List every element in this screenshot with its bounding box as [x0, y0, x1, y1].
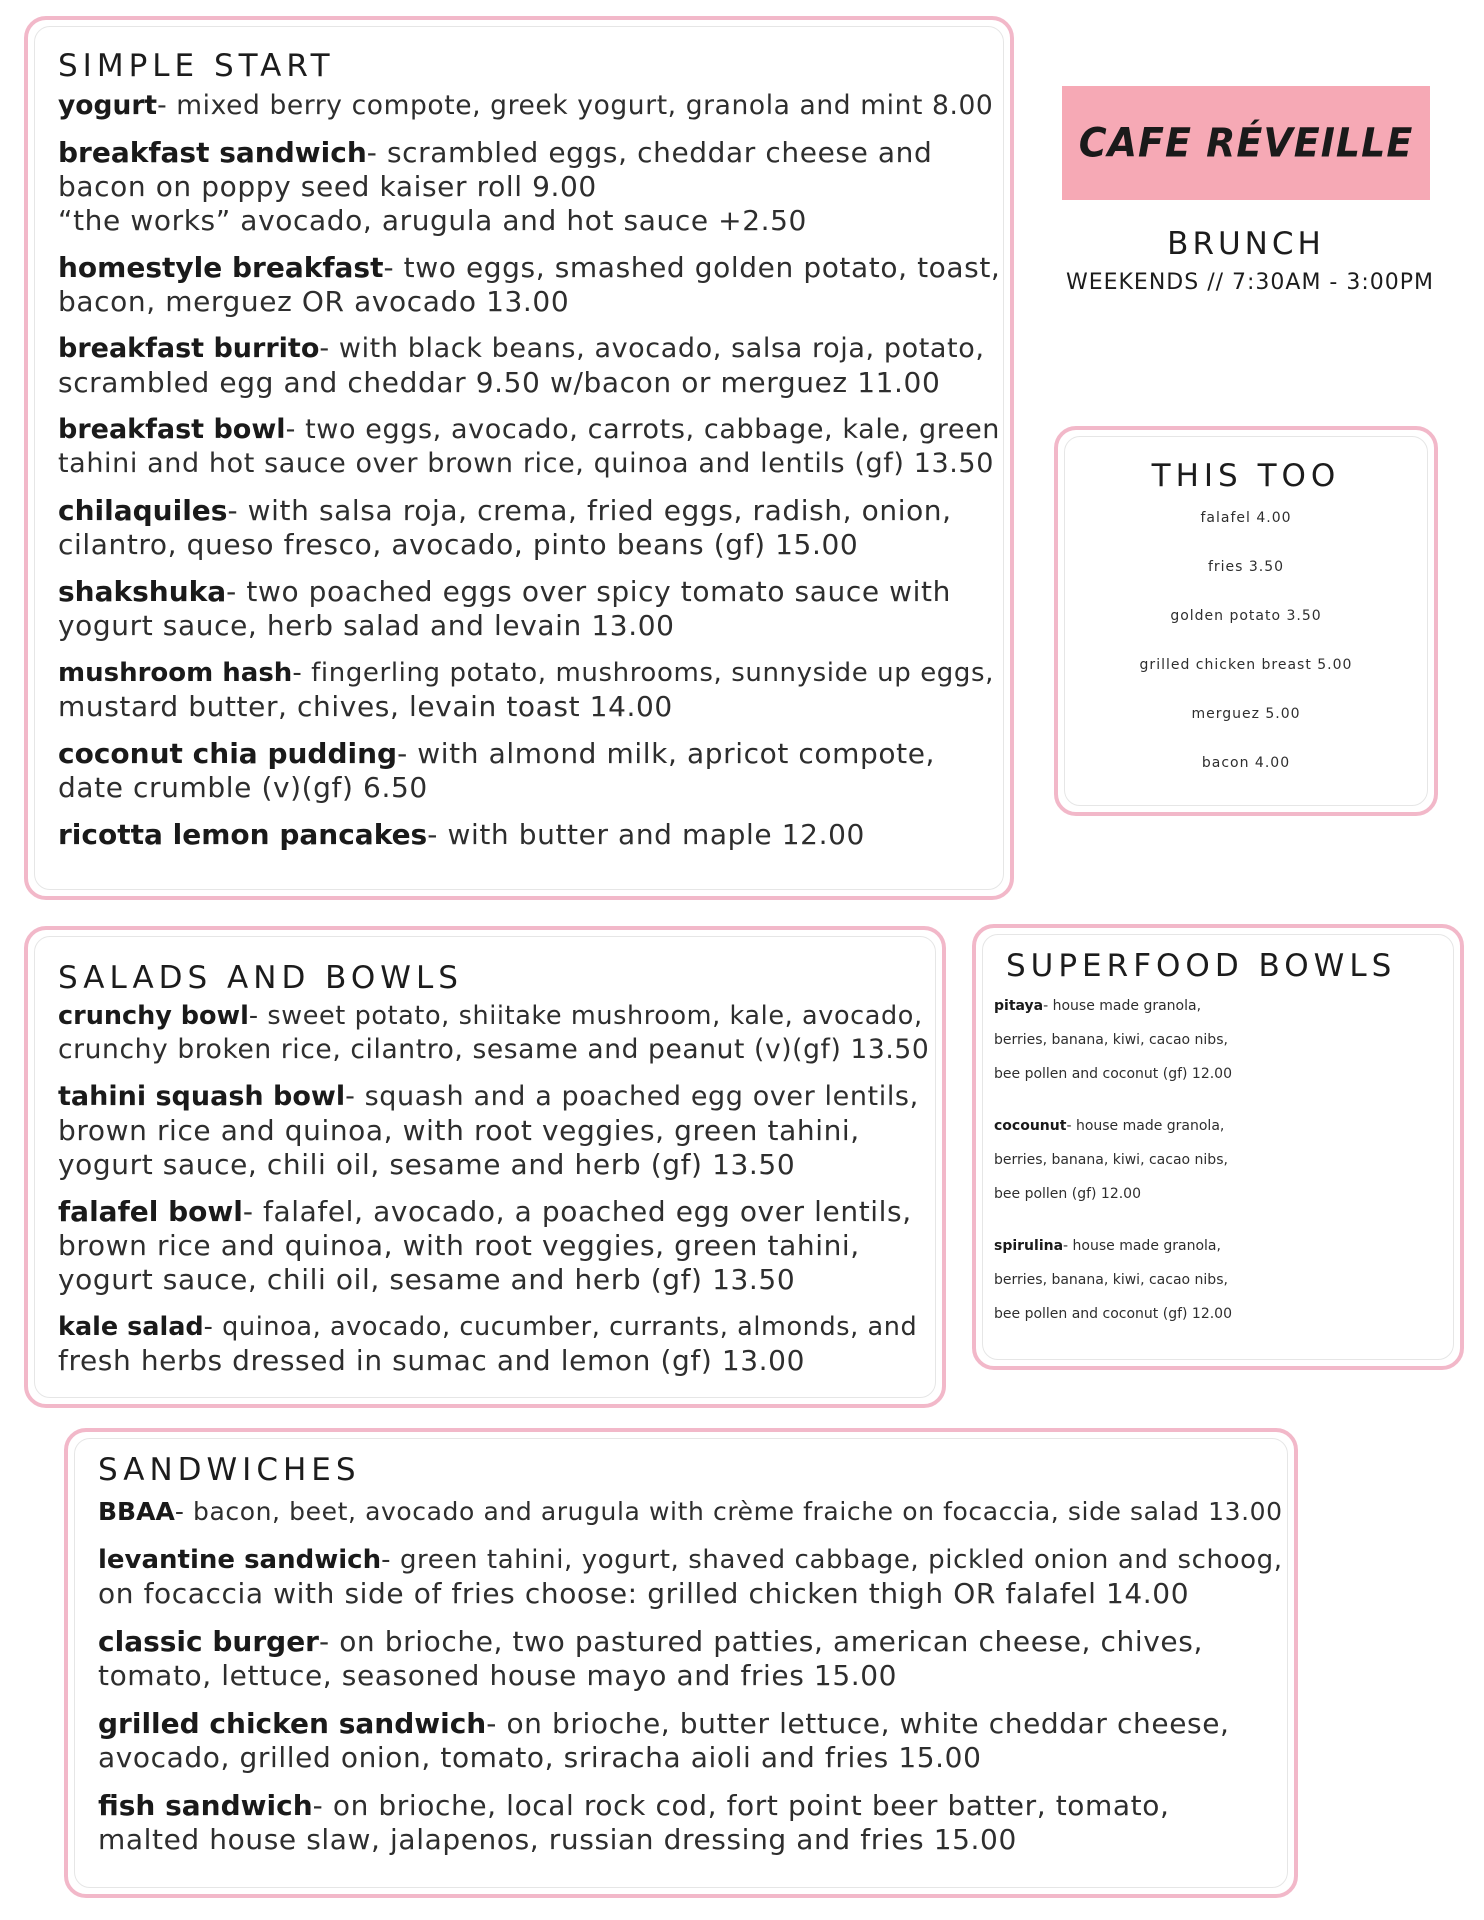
- menu-item-line: [58, 89, 994, 123]
- menu-item-name: mushroom hash: [58, 658, 293, 689]
- menu-item-description: - house made granola,: [1063, 1238, 1221, 1255]
- menu-item-name: cocounut: [994, 1118, 1067, 1135]
- menu-item-description: cilantro, queso fresco, avocado, pinto beans (gf) 15.00: [58, 528, 859, 562]
- menu-item-name: breakfast burrito: [58, 333, 320, 365]
- menu-item-line: [994, 1109, 1446, 1143]
- menu-item-description: avocado, grilled onion, tomato, sriracha aioli and fries 15.00: [98, 1741, 982, 1775]
- menu-item-description: - quinoa, avocado, cucumber, currants, almonds, and: [203, 1312, 918, 1343]
- menu-item-line: [98, 1707, 1274, 1741]
- menu-item: [58, 999, 930, 1067]
- menu-item-description: fresh herbs dressed in sumac and lemon (gf) 13.00: [58, 1344, 805, 1378]
- menu-item-description: yogurt sauce, chili oil, sesame and herb (gf) 13.50: [58, 1263, 796, 1297]
- menu-item-description: - on brioche, local rock cod, fort point beer batter, tomato,: [312, 1789, 1170, 1823]
- menu-item-description: “the works” avocado, arugula and hot sauce +2.50: [58, 204, 807, 238]
- menu-item-line: [98, 1577, 1274, 1611]
- menu-item-line: [58, 771, 984, 805]
- menu-item-description: - on brioche, two pastured patties, american cheese, chives,: [319, 1625, 1203, 1659]
- menu-item-line: [98, 1741, 1274, 1775]
- menu-item-line: [994, 1177, 1446, 1211]
- menu-item-line: [994, 1057, 1446, 1091]
- menu-item-line: [58, 1263, 916, 1297]
- menu-item-description: tomato, lettuce, seasoned house mayo and fries 15.00: [98, 1659, 898, 1693]
- menu-item-name: coconut chia pudding: [58, 737, 398, 771]
- menu-item-description: - scrambled eggs, cheddar cheese and: [366, 136, 933, 170]
- menu-item-description: - falafel, avocado, a poached egg over lentils,: [242, 1195, 912, 1229]
- menu-item-line: [58, 285, 984, 319]
- menu-item-line: [58, 366, 984, 400]
- side-items: [1058, 501, 1434, 780]
- menu-item-description: yogurt sauce, herb salad and levain 13.00: [58, 609, 675, 643]
- menu-item-description: - mixed berry compote, greek yogurt, granola and mint 8.00: [157, 90, 994, 122]
- menu-item-description: - bacon, beet, avocado and arugula with crème fraiche on focaccia, side salad 13.00: [174, 1497, 1283, 1527]
- menu-item-description: berries, banana, kiwi, cacao nibs,: [994, 1032, 1228, 1049]
- menu-item-line: [98, 1823, 1274, 1857]
- menu-item-description: - squash and a poached egg over lentils,: [345, 1081, 919, 1113]
- menu-item-line: [58, 1195, 916, 1229]
- menu-item: [58, 413, 1000, 481]
- menu-item-line: [58, 332, 984, 366]
- menu-item-line: [98, 1789, 1274, 1823]
- menu-item-line: [58, 575, 984, 609]
- menu-item-name: chilaquiles: [58, 494, 228, 528]
- menu-item-line: [994, 1143, 1446, 1177]
- menu-item: [98, 1625, 1274, 1693]
- menu-item-description: - on brioche, butter lettuce, white cheddar cheese,: [486, 1707, 1230, 1741]
- menu-item-description: malted house slaw, jalapenos, russian dressing and fries 15.00: [98, 1823, 1017, 1857]
- menu-item: [58, 1310, 916, 1378]
- superfood-section: [972, 924, 1464, 1370]
- menu-item: [58, 1080, 919, 1182]
- menu-item-line: [58, 136, 984, 170]
- menu-item-description: - two eggs, smashed golden potato, toast,: [383, 251, 1001, 285]
- menu-item: [58, 1195, 916, 1297]
- menu-items: [98, 1495, 1283, 1857]
- menu-items: [994, 989, 1446, 1331]
- menu-item-description: - green tahini, yogurt, shaved cabbage, pickled onion and schoog,: [381, 1545, 1283, 1576]
- menu-item-name: falafel bowl: [58, 1195, 243, 1229]
- menu-item-description: - house made granola,: [1066, 1118, 1225, 1135]
- menu-items: [58, 999, 930, 1378]
- menu-item-line: [994, 1297, 1446, 1331]
- menu-item: [994, 1229, 1446, 1331]
- menu-item-name: kale salad: [58, 1312, 204, 1343]
- menu-item-description: date crumble (v)(gf) 6.50: [58, 771, 428, 805]
- section-title: THIS TOO: [1151, 458, 1341, 494]
- menu-item: [58, 332, 984, 400]
- menu-item: [58, 494, 984, 562]
- menu-item-line: [58, 528, 984, 562]
- menu-item-description: brown rice and quinoa, with root veggies, green tahini,: [58, 1229, 860, 1263]
- menu-item: [58, 737, 984, 805]
- menu-item-name: shakshuka: [58, 575, 227, 609]
- menu-item-line: [58, 1310, 916, 1344]
- menu-item-name: fish sandwich: [98, 1789, 313, 1823]
- menu-item-name: homestyle breakfast: [58, 251, 384, 285]
- section-title: SALADS AND BOWLS: [58, 960, 463, 996]
- menu-item-description: tahini and hot sauce over brown rice, quinoa and lentils (gf) 13.50: [58, 448, 994, 480]
- menu-item-description: yogurt sauce, chili oil, sesame and herb (gf) 13.50: [58, 1148, 796, 1182]
- menu-item-line: [58, 690, 984, 724]
- section-title: SANDWICHES: [98, 1452, 361, 1488]
- menu-item-name: pitaya: [994, 998, 1044, 1015]
- menu-item-description: bee pollen and coconut (gf) 12.00: [994, 1306, 1232, 1323]
- menu-item-line: [58, 413, 1000, 447]
- simple-start-section: [24, 16, 1014, 900]
- menu-item-line: [98, 1659, 1274, 1693]
- menu-item: [98, 1543, 1283, 1611]
- menu-item: [58, 89, 994, 123]
- menu-item-line: [58, 1114, 916, 1148]
- menu-item-line: [98, 1543, 1283, 1577]
- menu-item: [98, 1707, 1274, 1775]
- menu-item-description: - with almond milk, apricot compote,: [397, 737, 936, 771]
- menu-item: [58, 818, 984, 852]
- menu-item-line: [994, 1023, 1446, 1057]
- menu-item-description: - with salsa roja, crema, fried eggs, radish, onion,: [227, 494, 952, 528]
- menu-item-line: [994, 989, 1446, 1023]
- menu-item-name: ricotta lemon pancakes: [58, 818, 428, 852]
- menu-item-description: berries, banana, kiwi, cacao nibs,: [994, 1152, 1228, 1169]
- menu-item-description: - with black beans, avocado, salsa roja, potato,: [319, 333, 985, 365]
- menu-item-name: breakfast sandwich: [58, 136, 367, 170]
- logo: [1062, 86, 1430, 200]
- menu-item-line: [58, 609, 984, 643]
- menu-item-description: bacon, merguez OR avocado 13.00: [58, 285, 570, 319]
- menu-item-line: [58, 204, 984, 238]
- menu-item: [994, 989, 1446, 1091]
- side-item: merguez 5.00: [1191, 706, 1301, 723]
- menu-item: [98, 1495, 1283, 1529]
- menu-item-description: - two poached eggs over spicy tomato sauce with: [226, 575, 951, 609]
- logo-text: CAFE RÉVEILLE: [1078, 119, 1414, 167]
- menu-item-line: [98, 1625, 1274, 1659]
- menu-item: [98, 1789, 1274, 1857]
- menu-item-name: breakfast bowl: [58, 414, 286, 446]
- side-item: bacon 4.00: [1201, 755, 1291, 772]
- menu-item-name: tahini squash bowl: [58, 1081, 346, 1113]
- menu-item-description: crunchy broken rice, cilantro, sesame and peanut (v)(gf) 13.50: [58, 1034, 930, 1066]
- menu-item-line: [98, 1495, 1283, 1529]
- menu-item-description: bacon on poppy seed kaiser roll 9.00: [58, 170, 597, 204]
- menu-item-line: [58, 656, 995, 690]
- menu-item-line: [58, 447, 994, 481]
- menu-item-line: [58, 737, 984, 771]
- brunch-hours: WEEKENDS // 7:30AM - 3:00PM: [1065, 270, 1435, 295]
- menu-item: [58, 656, 995, 724]
- menu-item: [58, 575, 984, 643]
- menu-items: [58, 89, 1001, 852]
- menu-item-description: - house made granola,: [1043, 998, 1202, 1015]
- menu-item-line: [58, 251, 1001, 285]
- menu-item-line: [58, 1229, 916, 1263]
- sandwiches-section: [64, 1428, 1298, 1898]
- brunch-title: BRUNCH: [1167, 226, 1325, 262]
- menu-item-description: - sweet potato, shiitake mushroom, kale, avocado,: [248, 1001, 923, 1032]
- menu-item-name: yogurt: [58, 90, 158, 122]
- menu-item-description: berries, banana, kiwi, cacao nibs,: [994, 1272, 1228, 1289]
- menu-item-line: [58, 1148, 916, 1182]
- menu-item-description: - with butter and maple 12.00: [427, 818, 865, 852]
- section-title: SUPERFOOD BOWLS: [1006, 948, 1397, 984]
- menu-item-line: [58, 1344, 916, 1378]
- section-title: SIMPLE START: [58, 48, 335, 84]
- menu-item-name: classic burger: [98, 1625, 319, 1659]
- side-item: grilled chicken breast 5.00: [1139, 657, 1353, 674]
- menu-item-description: on focaccia with side of fries choose: grilled chicken thigh OR falafel 14.00: [98, 1577, 1190, 1611]
- menu-item-line: [58, 818, 984, 852]
- menu-item-description: scrambled egg and cheddar 9.50 w/bacon or merguez 11.00: [58, 366, 941, 400]
- side-item: golden potato 3.50: [1170, 608, 1322, 625]
- menu-item-description: bee pollen (gf) 12.00: [994, 1186, 1141, 1203]
- menu-item-line: [58, 999, 923, 1033]
- salads-section: [24, 926, 946, 1408]
- menu-item-name: crunchy bowl: [58, 1001, 249, 1032]
- menu-item-line: [994, 1229, 1446, 1263]
- side-item: fries 3.50: [1207, 559, 1285, 576]
- this-too-section: [1054, 426, 1438, 816]
- menu-item-name: levantine sandwich: [98, 1545, 382, 1576]
- menu-item-line: [58, 494, 984, 528]
- menu-item-description: bee pollen and coconut (gf) 12.00: [994, 1066, 1232, 1083]
- side-item: falafel 4.00: [1200, 510, 1292, 527]
- menu-item: [994, 1109, 1446, 1211]
- menu-item-line: [58, 1080, 919, 1114]
- menu-item-line: [58, 170, 984, 204]
- menu-item: [58, 136, 984, 238]
- menu-item-line: [994, 1263, 1446, 1297]
- menu-item-name: spirulina: [994, 1238, 1064, 1255]
- menu-item-description: brown rice and quinoa, with root veggies, green tahini,: [58, 1114, 860, 1148]
- menu-item-description: - fingerling potato, mushrooms, sunnyside up eggs,: [292, 658, 995, 689]
- menu-item-line: [58, 1033, 930, 1067]
- menu-item-name: BBAA: [98, 1497, 175, 1527]
- menu-item: [58, 251, 1001, 319]
- menu-item-description: - two eggs, avocado, carrots, cabbage, kale, green: [285, 414, 1000, 446]
- menu-item-description: mustard butter, chives, levain toast 14.00: [58, 690, 673, 724]
- menu-item-name: grilled chicken sandwich: [98, 1707, 487, 1741]
